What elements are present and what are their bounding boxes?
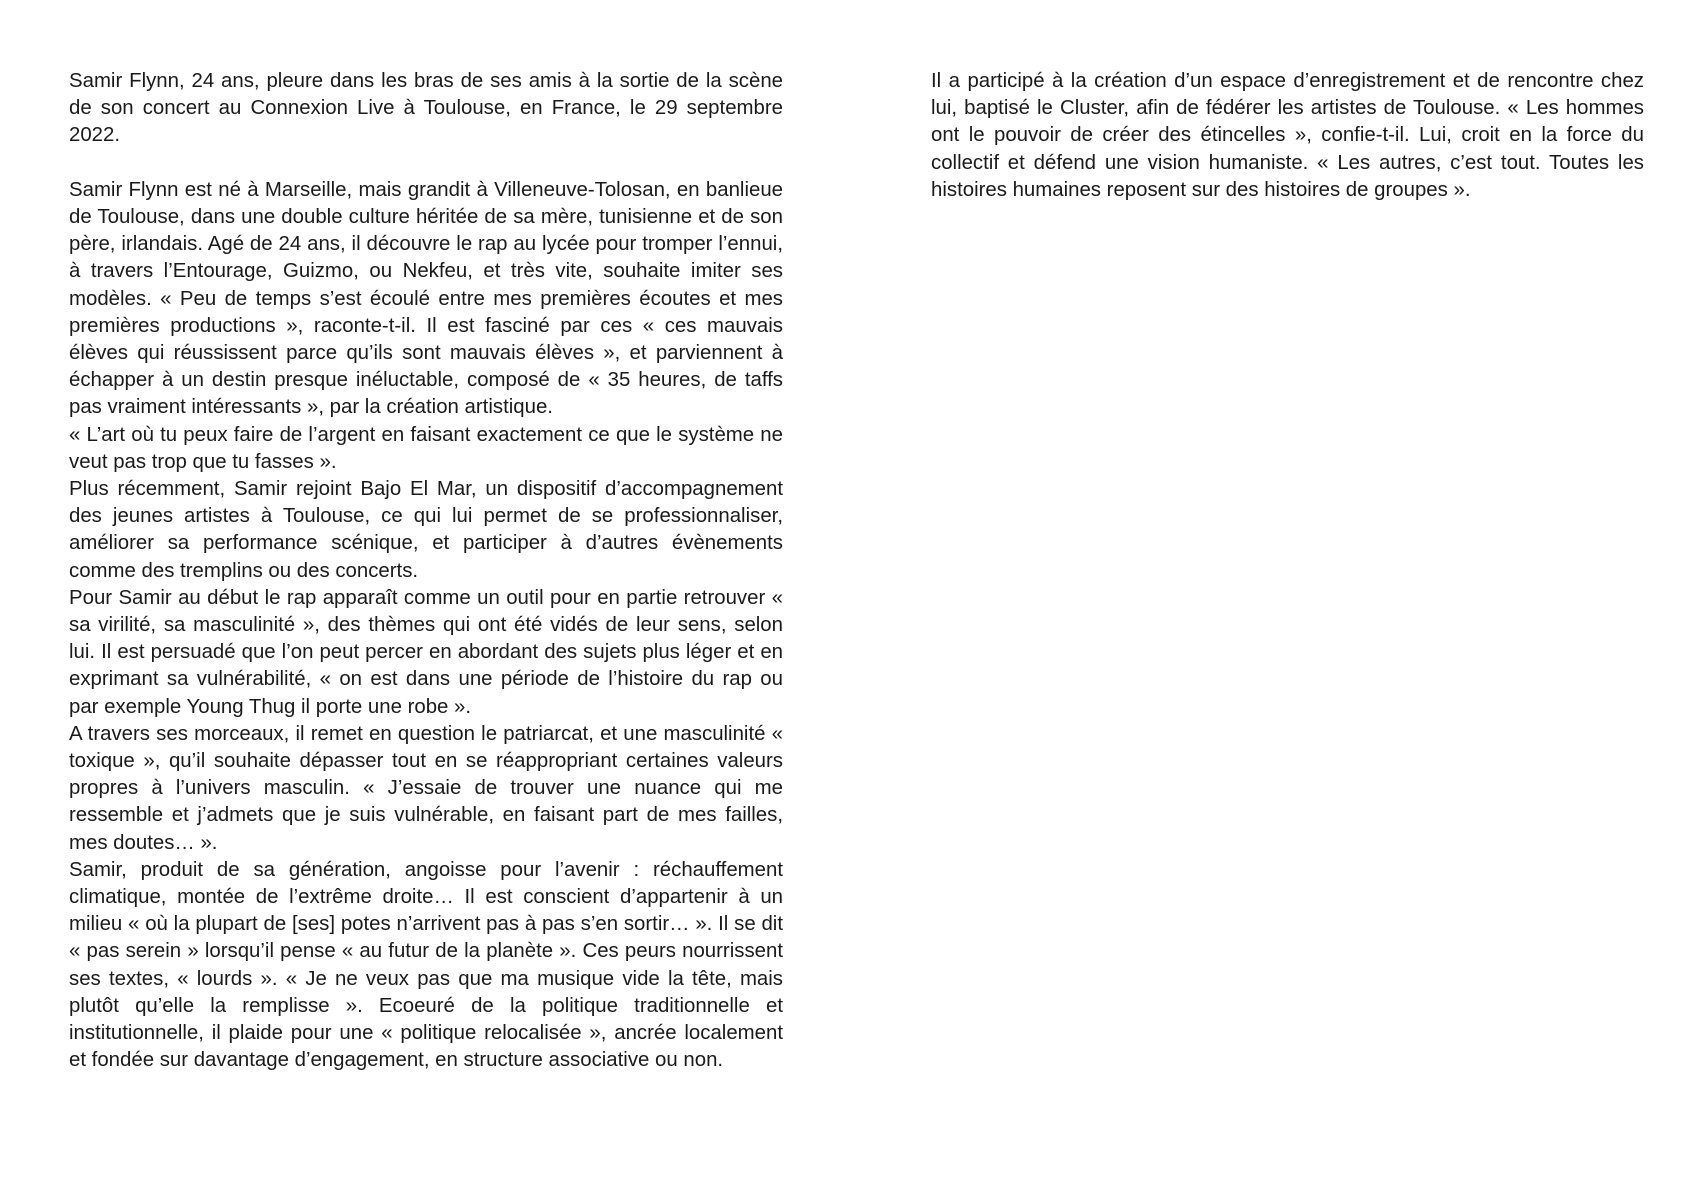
body-paragraph: Samir, produit de sa génération, angoisse pour l’avenir : réchauffement climatique, montée de l’extrême droite… Il est conscient d’appartenir à un milieu « où la plupart de [ses] potes n’arrivent pas à pas s’en sortir… ». Il se dit « pas serein » lorsqu’il pense « au futur de la planète ». Ces peurs nourrissent ses textes, « lourds ». « Je ne veux pas que ma musique vide la tête, mais plutôt qu’elle la remplisse ». Ecoeuré de la politique traditionnelle et institutionnelle, il plaide pour une « politique relocalisée », ancrée localement et fondée sur davantage d’engagement, en structure associative ou non. — [69, 858, 783, 1072]
left-page-text-column — [69, 68, 783, 1075]
caption-paragraph: Samir Flynn, 24 ans, pleure dans les bras de ses amis à la sortie de la scène de son concert au Connexion Live à Toulouse, en France, le 29 septembre 2022. — [69, 70, 783, 147]
right-page-text-column — [931, 68, 1644, 204]
body-paragraph: A travers ses morceaux, il remet en question le patriarcat, et une masculinité « toxique », qu’il souhaite dépasser tout en se réappropriant certaines valeurs propres à l’univers masculin. « J’essaie de trouver une nuance qui me ressemble et j’admets que je suis vulnérable, en faisant part de mes failles, mes doutes… ». — [69, 722, 783, 854]
quote-paragraph: « L’art où tu peux faire de l’argent en faisant exactement ce que le système ne veut pas trop que tu fasses ». — [69, 423, 783, 473]
body-paragraph: Pour Samir au début le rap apparaît comme un outil pour en partie retrouver « sa virilité, sa masculinité », des thèmes qui ont été vidés de leur sens, selon lui. Il est persuadé que l’on peut percer en abordant des sujets plus léger et en exprimant sa vulnérabilité, « on est dans une période de l’histoire du rap ou par exemple Young Thug il porte une robe ». — [69, 586, 783, 718]
body-paragraph: Samir Flynn est né à Marseille, mais grandit à Villeneuve-Tolosan, en banlieue de Toulouse, dans une double culture héritée de sa mère, tunisienne et de son père, irlandais. Agé de 24 ans, il découvre le rap au lycée pour tromper l’ennui, à travers l’Entourage, Guizmo, ou Nekfeu, et très vite, souhaite imiter ses modèles. « Peu de temps s’est écoulé entre mes premières écoutes et mes premières productions », raconte-t-il. Il est fasciné par ces « ces mauvais élèves qui réussissent parce qu’ils sont mauvais élèves », et parviennent à échapper à un destin presque inéluctable, composé de « 35 heures, de taffs pas vraiment intéressants », par la création artistique. — [69, 178, 783, 419]
body-paragraph: Plus récemment, Samir rejoint Bajo El Mar, un dispositif d’accompagnement des jeunes artistes à Toulouse, ce qui lui permet de se professionnaliser, améliorer sa performance scénique, et participer à d’autres évènements comme des tremplins ou des concerts. — [69, 478, 783, 582]
body-paragraph: Il a participé à la création d’un espace d’enregistrement et de rencontre chez lui, baptisé le Cluster, afin de fédérer les artistes de Toulouse. « Les hommes ont le pouvoir de créer des étincelles », confie-t-il. Lui, croit en la force du collectif et défend une vision humaniste. « Les autres, c’est tout. Toutes les histoires humaines reposent sur des histoires de groupes ». — [931, 70, 1644, 201]
